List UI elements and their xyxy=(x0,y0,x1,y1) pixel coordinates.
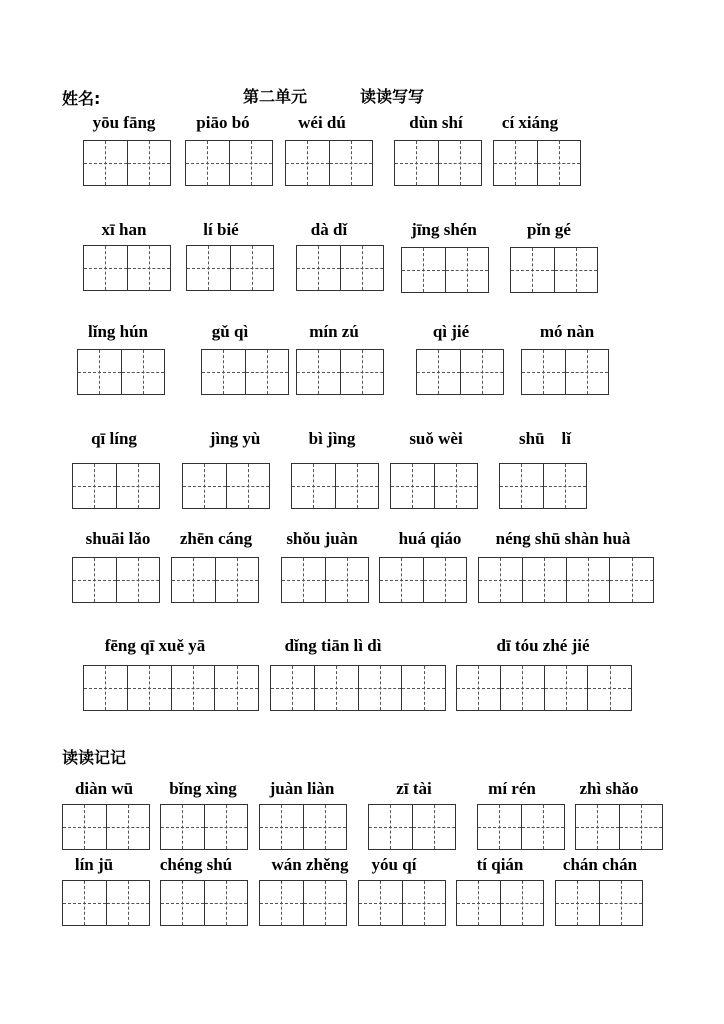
writing-grid[interactable] xyxy=(368,804,456,850)
writing-cell[interactable] xyxy=(494,141,538,185)
writing-cell[interactable] xyxy=(461,350,504,394)
pinyin-label: huá qiáo xyxy=(398,529,462,548)
pinyin-label: jīng shén xyxy=(411,220,477,239)
writing-grid[interactable] xyxy=(182,463,270,509)
writing-cell[interactable] xyxy=(336,464,379,508)
writing-cell[interactable] xyxy=(183,464,227,508)
writing-cell[interactable] xyxy=(63,805,107,849)
writing-cell[interactable] xyxy=(620,805,663,849)
pinyin-label: néng shū shàn huà xyxy=(495,529,631,548)
writing-cell[interactable] xyxy=(205,805,248,849)
writing-cell[interactable] xyxy=(205,881,248,925)
writing-cell[interactable] xyxy=(435,464,478,508)
pinyin-label: wán zhěng xyxy=(271,855,349,874)
writing-cell[interactable] xyxy=(78,350,122,394)
writing-cell[interactable] xyxy=(402,666,445,710)
pinyin-label: zhì shǎo xyxy=(579,779,639,798)
writing-cell[interactable] xyxy=(359,881,403,925)
writing-cell[interactable] xyxy=(304,805,347,849)
writing-cell[interactable] xyxy=(439,141,482,185)
writing-cell[interactable] xyxy=(555,248,598,292)
writing-grid[interactable] xyxy=(575,804,663,850)
writing-cell[interactable] xyxy=(330,141,373,185)
writing-grid[interactable] xyxy=(259,880,347,926)
pinyin-label: suǒ wèi xyxy=(409,429,463,448)
pinyin-label: shū lǐ xyxy=(519,429,571,448)
writing-grid[interactable] xyxy=(83,140,171,186)
writing-cell[interactable] xyxy=(315,666,359,710)
writing-cell[interactable] xyxy=(117,558,160,602)
pinyin-label: yōu fāng xyxy=(92,113,156,132)
writing-grid[interactable] xyxy=(555,880,643,926)
writing-cell[interactable] xyxy=(369,805,413,849)
writing-cell[interactable] xyxy=(186,141,230,185)
writing-grid[interactable] xyxy=(478,557,654,603)
pinyin-label: mó nàn xyxy=(539,322,595,341)
writing-grid[interactable] xyxy=(160,880,248,926)
writing-grid[interactable] xyxy=(160,804,248,850)
pinyin-label: chán chán xyxy=(562,855,638,874)
writing-cell[interactable] xyxy=(215,666,258,710)
writing-grid[interactable] xyxy=(394,140,482,186)
writing-cell[interactable] xyxy=(544,464,587,508)
pinyin-label: lí bié xyxy=(203,220,239,239)
pinyin-label: zī tài xyxy=(396,779,432,798)
writing-cell[interactable] xyxy=(478,805,522,849)
writing-cell[interactable] xyxy=(73,464,117,508)
writing-grid[interactable] xyxy=(72,557,160,603)
pinyin-label: juàn liàn xyxy=(269,779,335,798)
writing-grid[interactable] xyxy=(510,247,598,293)
writing-cell[interactable] xyxy=(271,666,315,710)
writing-cell[interactable] xyxy=(286,141,330,185)
writing-cell[interactable] xyxy=(403,881,446,925)
writing-cell[interactable] xyxy=(413,805,456,849)
writing-grid[interactable] xyxy=(456,665,632,711)
pinyin-label: pǐn gé xyxy=(527,220,571,239)
pinyin-label: wéi dú xyxy=(298,113,346,132)
writing-cell[interactable] xyxy=(391,464,435,508)
writing-cell[interactable] xyxy=(128,246,171,290)
pinyin-label: dī tóu zhé jié xyxy=(496,636,590,655)
writing-grid[interactable] xyxy=(416,349,504,395)
writing-grid[interactable] xyxy=(296,245,384,291)
writing-cell[interactable] xyxy=(73,558,117,602)
writing-cell[interactable] xyxy=(231,246,274,290)
pinyin-label: shuāi lǎo xyxy=(85,529,151,548)
writing-cell[interactable] xyxy=(260,881,304,925)
pinyin-label: shǒu juàn xyxy=(286,529,358,548)
writing-cell[interactable] xyxy=(522,805,565,849)
pinyin-label: diàn wū xyxy=(74,779,134,798)
writing-grid[interactable] xyxy=(499,463,587,509)
writing-cell[interactable] xyxy=(227,464,270,508)
pinyin-label: dà dǐ xyxy=(310,220,348,239)
writing-grid[interactable] xyxy=(72,463,160,509)
pinyin-label: zhēn cáng xyxy=(179,529,253,548)
writing-grid[interactable] xyxy=(296,349,384,395)
pinyin-label: gǔ qì xyxy=(211,322,249,341)
pinyin-label: lín jū xyxy=(74,855,114,874)
writing-grid[interactable] xyxy=(493,140,581,186)
section-title-read-remember: 读读记记 xyxy=(62,748,127,767)
pinyin-label: bì jìng xyxy=(308,429,356,448)
writing-cell[interactable] xyxy=(522,350,566,394)
writing-grid[interactable] xyxy=(62,804,150,850)
writing-cell[interactable] xyxy=(161,805,205,849)
writing-grid[interactable] xyxy=(358,880,446,926)
writing-grid[interactable] xyxy=(201,349,289,395)
writing-cell[interactable] xyxy=(122,350,165,394)
writing-cell[interactable] xyxy=(128,141,171,185)
writing-cell[interactable] xyxy=(107,881,150,925)
writing-cell[interactable] xyxy=(230,141,273,185)
writing-cell[interactable] xyxy=(117,464,160,508)
writing-cell[interactable] xyxy=(246,350,289,394)
writing-cell[interactable] xyxy=(479,558,523,602)
writing-cell[interactable] xyxy=(84,141,128,185)
writing-cell[interactable] xyxy=(567,558,611,602)
pinyin-label: cí xiáng xyxy=(501,113,559,132)
writing-cell[interactable] xyxy=(417,350,461,394)
writing-grid[interactable] xyxy=(285,140,373,186)
writing-cell[interactable] xyxy=(84,246,128,290)
pinyin-label: bǐng xìng xyxy=(169,779,237,798)
writing-cell[interactable] xyxy=(292,464,336,508)
pinyin-label: yóu qí xyxy=(371,855,417,874)
writing-cell[interactable] xyxy=(566,350,609,394)
writing-cell[interactable] xyxy=(128,666,172,710)
pinyin-label: tí qián xyxy=(476,855,524,874)
writing-cell[interactable] xyxy=(511,248,555,292)
writing-grid[interactable] xyxy=(185,140,273,186)
writing-grid[interactable] xyxy=(379,557,467,603)
writing-grid[interactable] xyxy=(401,247,489,293)
writing-cell[interactable] xyxy=(588,666,631,710)
writing-grid[interactable] xyxy=(477,804,565,850)
writing-cell[interactable] xyxy=(500,464,544,508)
writing-grid[interactable] xyxy=(270,665,446,711)
page-title: 读读写写 xyxy=(360,87,425,106)
writing-cell[interactable] xyxy=(600,881,643,925)
writing-cell[interactable] xyxy=(380,558,424,602)
unit-title: 第二单元 xyxy=(243,87,308,106)
writing-grid[interactable] xyxy=(390,463,478,509)
writing-cell[interactable] xyxy=(457,666,501,710)
writing-grid[interactable] xyxy=(186,245,274,291)
writing-cell[interactable] xyxy=(576,805,620,849)
writing-cell[interactable] xyxy=(260,805,304,849)
pinyin-label: jìng yù xyxy=(209,429,261,448)
writing-cell[interactable] xyxy=(326,558,369,602)
pinyin-label: dùn shí xyxy=(409,113,463,132)
writing-cell[interactable] xyxy=(297,246,341,290)
writing-grid[interactable] xyxy=(83,665,259,711)
pinyin-label: fēng qī xuě yā xyxy=(104,636,206,655)
writing-grid[interactable] xyxy=(291,463,379,509)
writing-cell[interactable] xyxy=(341,350,384,394)
writing-cell[interactable] xyxy=(172,558,216,602)
writing-cell[interactable] xyxy=(402,248,446,292)
name-label: 姓名: xyxy=(62,89,101,108)
writing-grid[interactable] xyxy=(259,804,347,850)
writing-cell[interactable] xyxy=(501,881,544,925)
writing-cell[interactable] xyxy=(424,558,467,602)
writing-cell[interactable] xyxy=(523,558,567,602)
writing-cell[interactable] xyxy=(538,141,581,185)
writing-cell[interactable] xyxy=(202,350,246,394)
writing-cell[interactable] xyxy=(545,666,589,710)
writing-cell[interactable] xyxy=(297,350,341,394)
writing-cell[interactable] xyxy=(282,558,326,602)
pinyin-label: chéng shú xyxy=(159,855,233,874)
writing-grid[interactable] xyxy=(456,880,544,926)
pinyin-label: qī líng xyxy=(91,429,137,448)
writing-cell[interactable] xyxy=(359,666,403,710)
writing-cell[interactable] xyxy=(395,141,439,185)
pinyin-label: mí rén xyxy=(488,779,536,798)
writing-grid[interactable] xyxy=(77,349,165,395)
writing-cell[interactable] xyxy=(172,666,216,710)
writing-grid[interactable] xyxy=(171,557,259,603)
writing-cell[interactable] xyxy=(216,558,259,602)
writing-grid[interactable] xyxy=(521,349,609,395)
writing-cell[interactable] xyxy=(107,805,150,849)
writing-cell[interactable] xyxy=(161,881,205,925)
writing-cell[interactable] xyxy=(446,248,489,292)
writing-cell[interactable] xyxy=(84,666,128,710)
writing-cell[interactable] xyxy=(457,881,501,925)
pinyin-label: mín zú xyxy=(309,322,359,341)
pinyin-label: dǐng tiān lì dì xyxy=(284,636,382,655)
writing-grid[interactable] xyxy=(83,245,171,291)
writing-cell[interactable] xyxy=(187,246,231,290)
writing-grid[interactable] xyxy=(62,880,150,926)
pinyin-label: xī han xyxy=(101,220,147,239)
writing-cell[interactable] xyxy=(610,558,653,602)
pinyin-label: piāo bó xyxy=(196,113,250,132)
pinyin-label: qì jié xyxy=(432,322,470,341)
writing-cell[interactable] xyxy=(63,881,107,925)
pinyin-label: lǐng hún xyxy=(87,322,149,341)
writing-cell[interactable] xyxy=(304,881,347,925)
writing-cell[interactable] xyxy=(556,881,600,925)
writing-cell[interactable] xyxy=(341,246,384,290)
writing-grid[interactable] xyxy=(281,557,369,603)
writing-cell[interactable] xyxy=(501,666,545,710)
